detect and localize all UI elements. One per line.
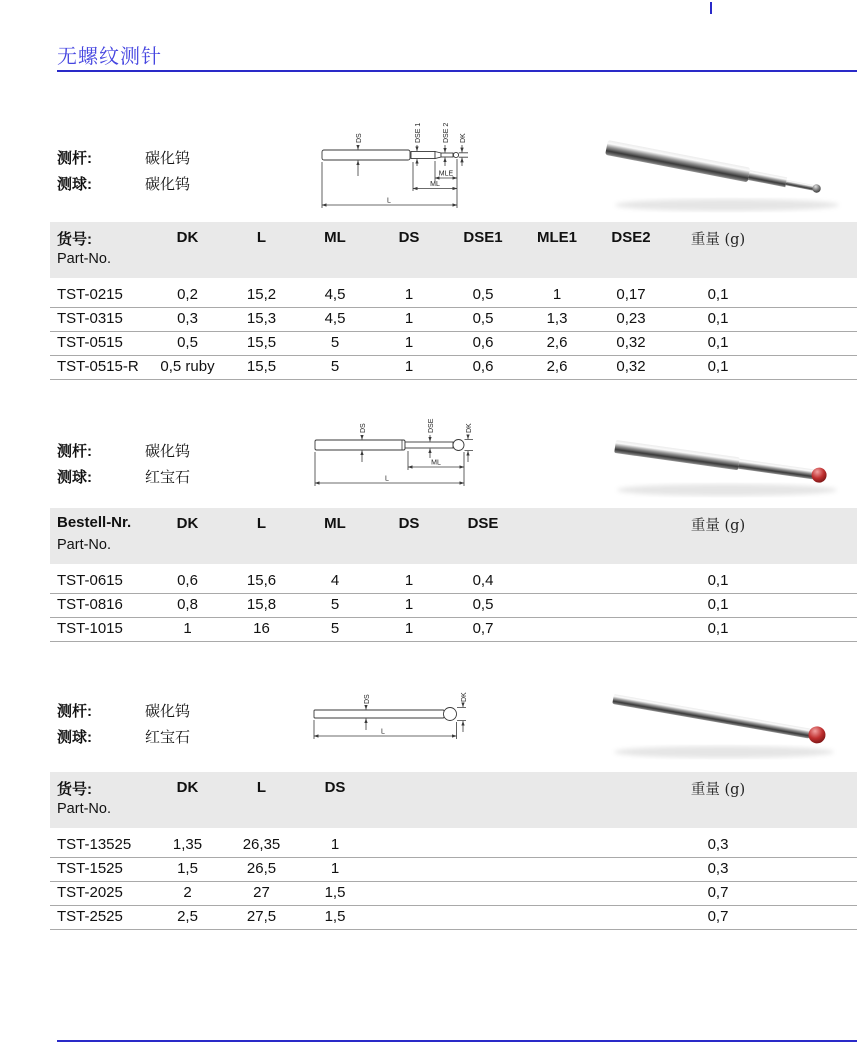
part-number: TST-0816 xyxy=(57,596,123,613)
cell-dse2: 0,32 xyxy=(616,334,646,351)
cell-dk: 1 xyxy=(183,620,192,637)
col-header-ml: ML xyxy=(324,229,346,246)
photo-tip-rod xyxy=(738,459,814,479)
cell-weight: 0,3 xyxy=(707,836,729,853)
cell-l: 15,5 xyxy=(246,334,277,351)
dim-label-dse: DSE xyxy=(428,418,435,433)
cell-dse1: 0,5 xyxy=(472,286,494,303)
col-header-dse1: DSE1 xyxy=(463,229,503,246)
cell-ml: 5 xyxy=(330,358,340,375)
cell-weight: 0,7 xyxy=(707,908,729,925)
cell-ds: 1 xyxy=(404,572,414,589)
dim-label-ml: ML xyxy=(431,459,441,467)
spec-table-2 xyxy=(50,508,857,642)
cell-ds: 1 xyxy=(404,286,414,303)
col-header-dk: DK xyxy=(176,779,199,796)
cell-dse: 0,5 xyxy=(472,596,494,613)
col-header-dk: DK xyxy=(176,515,199,532)
ball-material-label: 测球: xyxy=(57,729,92,746)
part-no-header-cn: 货号: xyxy=(57,231,92,248)
cell-dse2: 0,17 xyxy=(616,286,646,303)
cell-ds: 1 xyxy=(404,310,414,327)
part-no-header-en: Part-No. xyxy=(57,251,111,267)
part-number: TST-0515 xyxy=(57,334,123,351)
cell-dk: 0,5 ruby xyxy=(160,358,215,375)
cell-dk: 2,5 xyxy=(177,908,198,925)
cell-ml: 4,5 xyxy=(324,286,346,303)
col-header-dse2: DSE2 xyxy=(611,229,651,246)
cell-l: 26,35 xyxy=(242,836,281,853)
col-header-ds: DS xyxy=(398,229,420,246)
table-row xyxy=(50,332,857,356)
dim-label-ds: DS xyxy=(360,423,367,433)
photo-shaft xyxy=(612,694,811,739)
cell-weight: 0,1 xyxy=(707,358,729,375)
drawing-ball xyxy=(453,152,458,157)
spec-table-1 xyxy=(50,222,857,380)
col-header-weight: 重量 (g) xyxy=(690,782,746,798)
page-title: 无螺纹测针 xyxy=(57,44,162,68)
photo-mid-segment xyxy=(748,170,787,187)
col-header-dk: DK xyxy=(176,229,199,246)
cell-ds: 1 xyxy=(404,620,414,637)
cell-weight: 0,7 xyxy=(707,884,729,901)
table-row xyxy=(50,594,857,618)
part-no-header-cn: 货号: xyxy=(57,781,92,798)
drawing-shaft xyxy=(314,710,444,718)
cell-dse2: 0,23 xyxy=(616,310,646,327)
col-header-l: L xyxy=(256,779,267,796)
dim-label-dk: DK xyxy=(461,692,468,702)
drawing-ball xyxy=(453,440,464,451)
footer-rule xyxy=(57,1040,857,1042)
drawing-tip-rod xyxy=(405,442,453,448)
shaft-material-value: 碳化钨 xyxy=(145,443,191,460)
cell-weight: 0,1 xyxy=(707,310,729,327)
cell-weight: 0,1 xyxy=(707,620,729,637)
page-margin-tick xyxy=(710,2,712,14)
photo-ruby-ball xyxy=(807,725,827,745)
col-header-l: L xyxy=(256,515,267,532)
cell-l: 15,8 xyxy=(246,596,277,613)
drawing-taper xyxy=(435,152,441,159)
table-row xyxy=(50,618,857,642)
drawing-ball xyxy=(444,708,457,721)
cell-ds: 1 xyxy=(404,358,414,375)
cell-weight: 0,1 xyxy=(707,572,729,589)
col-header-ds: DS xyxy=(324,779,346,796)
col-header-weight: 重量 (g) xyxy=(690,232,746,248)
part-number: TST-0315 xyxy=(57,310,123,327)
table-row xyxy=(50,882,857,906)
shaft-material-value: 碳化钨 xyxy=(145,703,191,720)
cell-l: 15,5 xyxy=(246,358,277,375)
cell-ml: 5 xyxy=(330,620,340,637)
part-number: TST-0515-R xyxy=(57,358,139,375)
drawing-shaft xyxy=(322,150,410,160)
shaft-material-label: 测杆: xyxy=(57,443,92,460)
photo-shaft xyxy=(605,140,750,182)
cell-mle1: 1,3 xyxy=(546,310,568,327)
table-3-body xyxy=(50,834,857,930)
photo-shadow xyxy=(614,746,834,758)
cell-l: 15,2 xyxy=(246,286,277,303)
title-rule xyxy=(57,70,857,72)
cell-mle1: 2,6 xyxy=(546,358,568,375)
part-no-header-en: Part-No. xyxy=(57,537,111,553)
table-2-body xyxy=(50,570,857,642)
col-header-mle1: MLE1 xyxy=(536,229,577,246)
cell-mle1: 1 xyxy=(552,286,562,303)
table-row xyxy=(50,834,857,858)
dim-label-mle: MLE xyxy=(438,170,454,178)
dimension-drawing-straight-stylus xyxy=(305,678,585,763)
cell-dk: 0,5 xyxy=(177,334,198,351)
product-photo-tungsten-stylus xyxy=(592,125,852,220)
shaft-material-label: 测杆: xyxy=(57,703,92,720)
spec-table-3 xyxy=(50,772,857,930)
ball-material-label: 测球: xyxy=(57,469,92,486)
table-row xyxy=(50,858,857,882)
cell-weight: 0,1 xyxy=(707,334,729,351)
part-no-header-en: Part-No. xyxy=(57,801,111,817)
part-number: TST-1015 xyxy=(57,620,123,637)
dim-label-dse1: DSE 1 xyxy=(415,122,422,143)
part-number: TST-0615 xyxy=(57,572,123,589)
cell-dk: 2 xyxy=(183,884,192,901)
cell-dse: 0,4 xyxy=(472,572,494,589)
drawing-mid-segment xyxy=(411,152,435,159)
cell-dk: 0,6 xyxy=(177,572,198,589)
cell-ds: 1,5 xyxy=(324,908,346,925)
table-row xyxy=(50,284,857,308)
table-2-header xyxy=(50,508,857,564)
cell-dk: 1,35 xyxy=(172,836,203,853)
product-photo-ruby-stepped-stylus xyxy=(592,418,852,506)
dim-label-ml: ML xyxy=(430,181,440,188)
photo-shaft xyxy=(614,440,740,470)
cell-ml: 5 xyxy=(330,334,340,351)
cell-ds: 1 xyxy=(330,860,340,877)
cell-l: 15,6 xyxy=(246,572,277,589)
product-photo-ruby-straight-stylus xyxy=(592,678,852,766)
ball-material-label: 测球: xyxy=(57,176,92,193)
drawing-shaft xyxy=(315,440,405,450)
dim-label-l: L xyxy=(385,475,389,483)
cell-dse1: 0,6 xyxy=(472,358,494,375)
cell-ml: 5 xyxy=(330,596,340,613)
cell-ml: 4 xyxy=(330,572,340,589)
cell-ds: 1 xyxy=(404,334,414,351)
cell-dse: 0,7 xyxy=(472,620,494,637)
ball-material-value: 红宝石 xyxy=(145,469,191,486)
part-no-header-de: Bestell-Nr. xyxy=(57,514,132,531)
shaft-material-value: 碳化钨 xyxy=(145,150,191,167)
dim-label-ds: DS xyxy=(356,133,363,143)
ball-material-value: 碳化钨 xyxy=(145,176,191,193)
part-number: TST-2525 xyxy=(57,908,123,925)
table-row xyxy=(50,308,857,332)
shaft-material-label: 测杆: xyxy=(57,150,92,167)
dimension-drawing-ruby-stylus xyxy=(305,415,585,510)
table-row xyxy=(50,356,857,380)
cell-l: 16 xyxy=(253,620,270,637)
cell-dse2: 0,32 xyxy=(616,358,646,375)
dim-label-l: L xyxy=(381,728,385,736)
col-header-l: L xyxy=(256,229,267,246)
dim-label-dk: DK xyxy=(460,133,467,143)
photo-ruby-ball xyxy=(811,467,828,484)
table-row xyxy=(50,906,857,930)
part-number: TST-0215 xyxy=(57,286,123,303)
cell-dk: 0,2 xyxy=(177,286,198,303)
cell-mle1: 2,6 xyxy=(546,334,568,351)
cell-weight: 0,3 xyxy=(707,860,729,877)
dim-label-dk: DK xyxy=(466,423,473,433)
cell-weight: 0,1 xyxy=(707,596,729,613)
photo-tip-rod xyxy=(786,180,815,191)
table-1-body xyxy=(50,284,857,380)
cell-dse1: 0,6 xyxy=(472,334,494,351)
cell-l: 15,3 xyxy=(246,310,277,327)
table-1-header xyxy=(50,222,857,278)
col-header-ml: ML xyxy=(324,515,346,532)
photo-shadow xyxy=(615,199,839,211)
col-header-weight: 重量 (g) xyxy=(690,518,746,534)
cell-ds: 1 xyxy=(330,836,340,853)
part-number: TST-13525 xyxy=(57,836,132,853)
ball-material-value: 红宝石 xyxy=(145,729,191,746)
cell-l: 27 xyxy=(253,884,270,901)
dimension-drawing-stepped-stylus xyxy=(305,108,585,218)
drawing-tip-rod xyxy=(441,153,453,157)
dim-label-dse2: DSE 2 xyxy=(443,122,450,143)
cell-weight: 0,1 xyxy=(707,286,729,303)
cell-l: 26,5 xyxy=(246,860,277,877)
cell-dk: 0,3 xyxy=(177,310,198,327)
cell-ds: 1,5 xyxy=(324,884,346,901)
cell-dk: 1,5 xyxy=(177,860,198,877)
table-row xyxy=(50,570,857,594)
photo-shadow xyxy=(617,484,837,496)
col-header-ds: DS xyxy=(398,515,420,532)
cell-dk: 0,8 xyxy=(177,596,198,613)
cell-ds: 1 xyxy=(404,596,414,613)
table-3-header xyxy=(50,772,857,828)
part-number: TST-1525 xyxy=(57,860,123,877)
col-header-dse: DSE xyxy=(467,515,499,532)
part-number: TST-2025 xyxy=(57,884,123,901)
dim-label-ds: DS xyxy=(364,694,371,704)
dim-label-l: L xyxy=(387,197,391,205)
cell-dse1: 0,5 xyxy=(472,310,494,327)
cell-l: 27,5 xyxy=(246,908,277,925)
cell-ml: 4,5 xyxy=(324,310,346,327)
